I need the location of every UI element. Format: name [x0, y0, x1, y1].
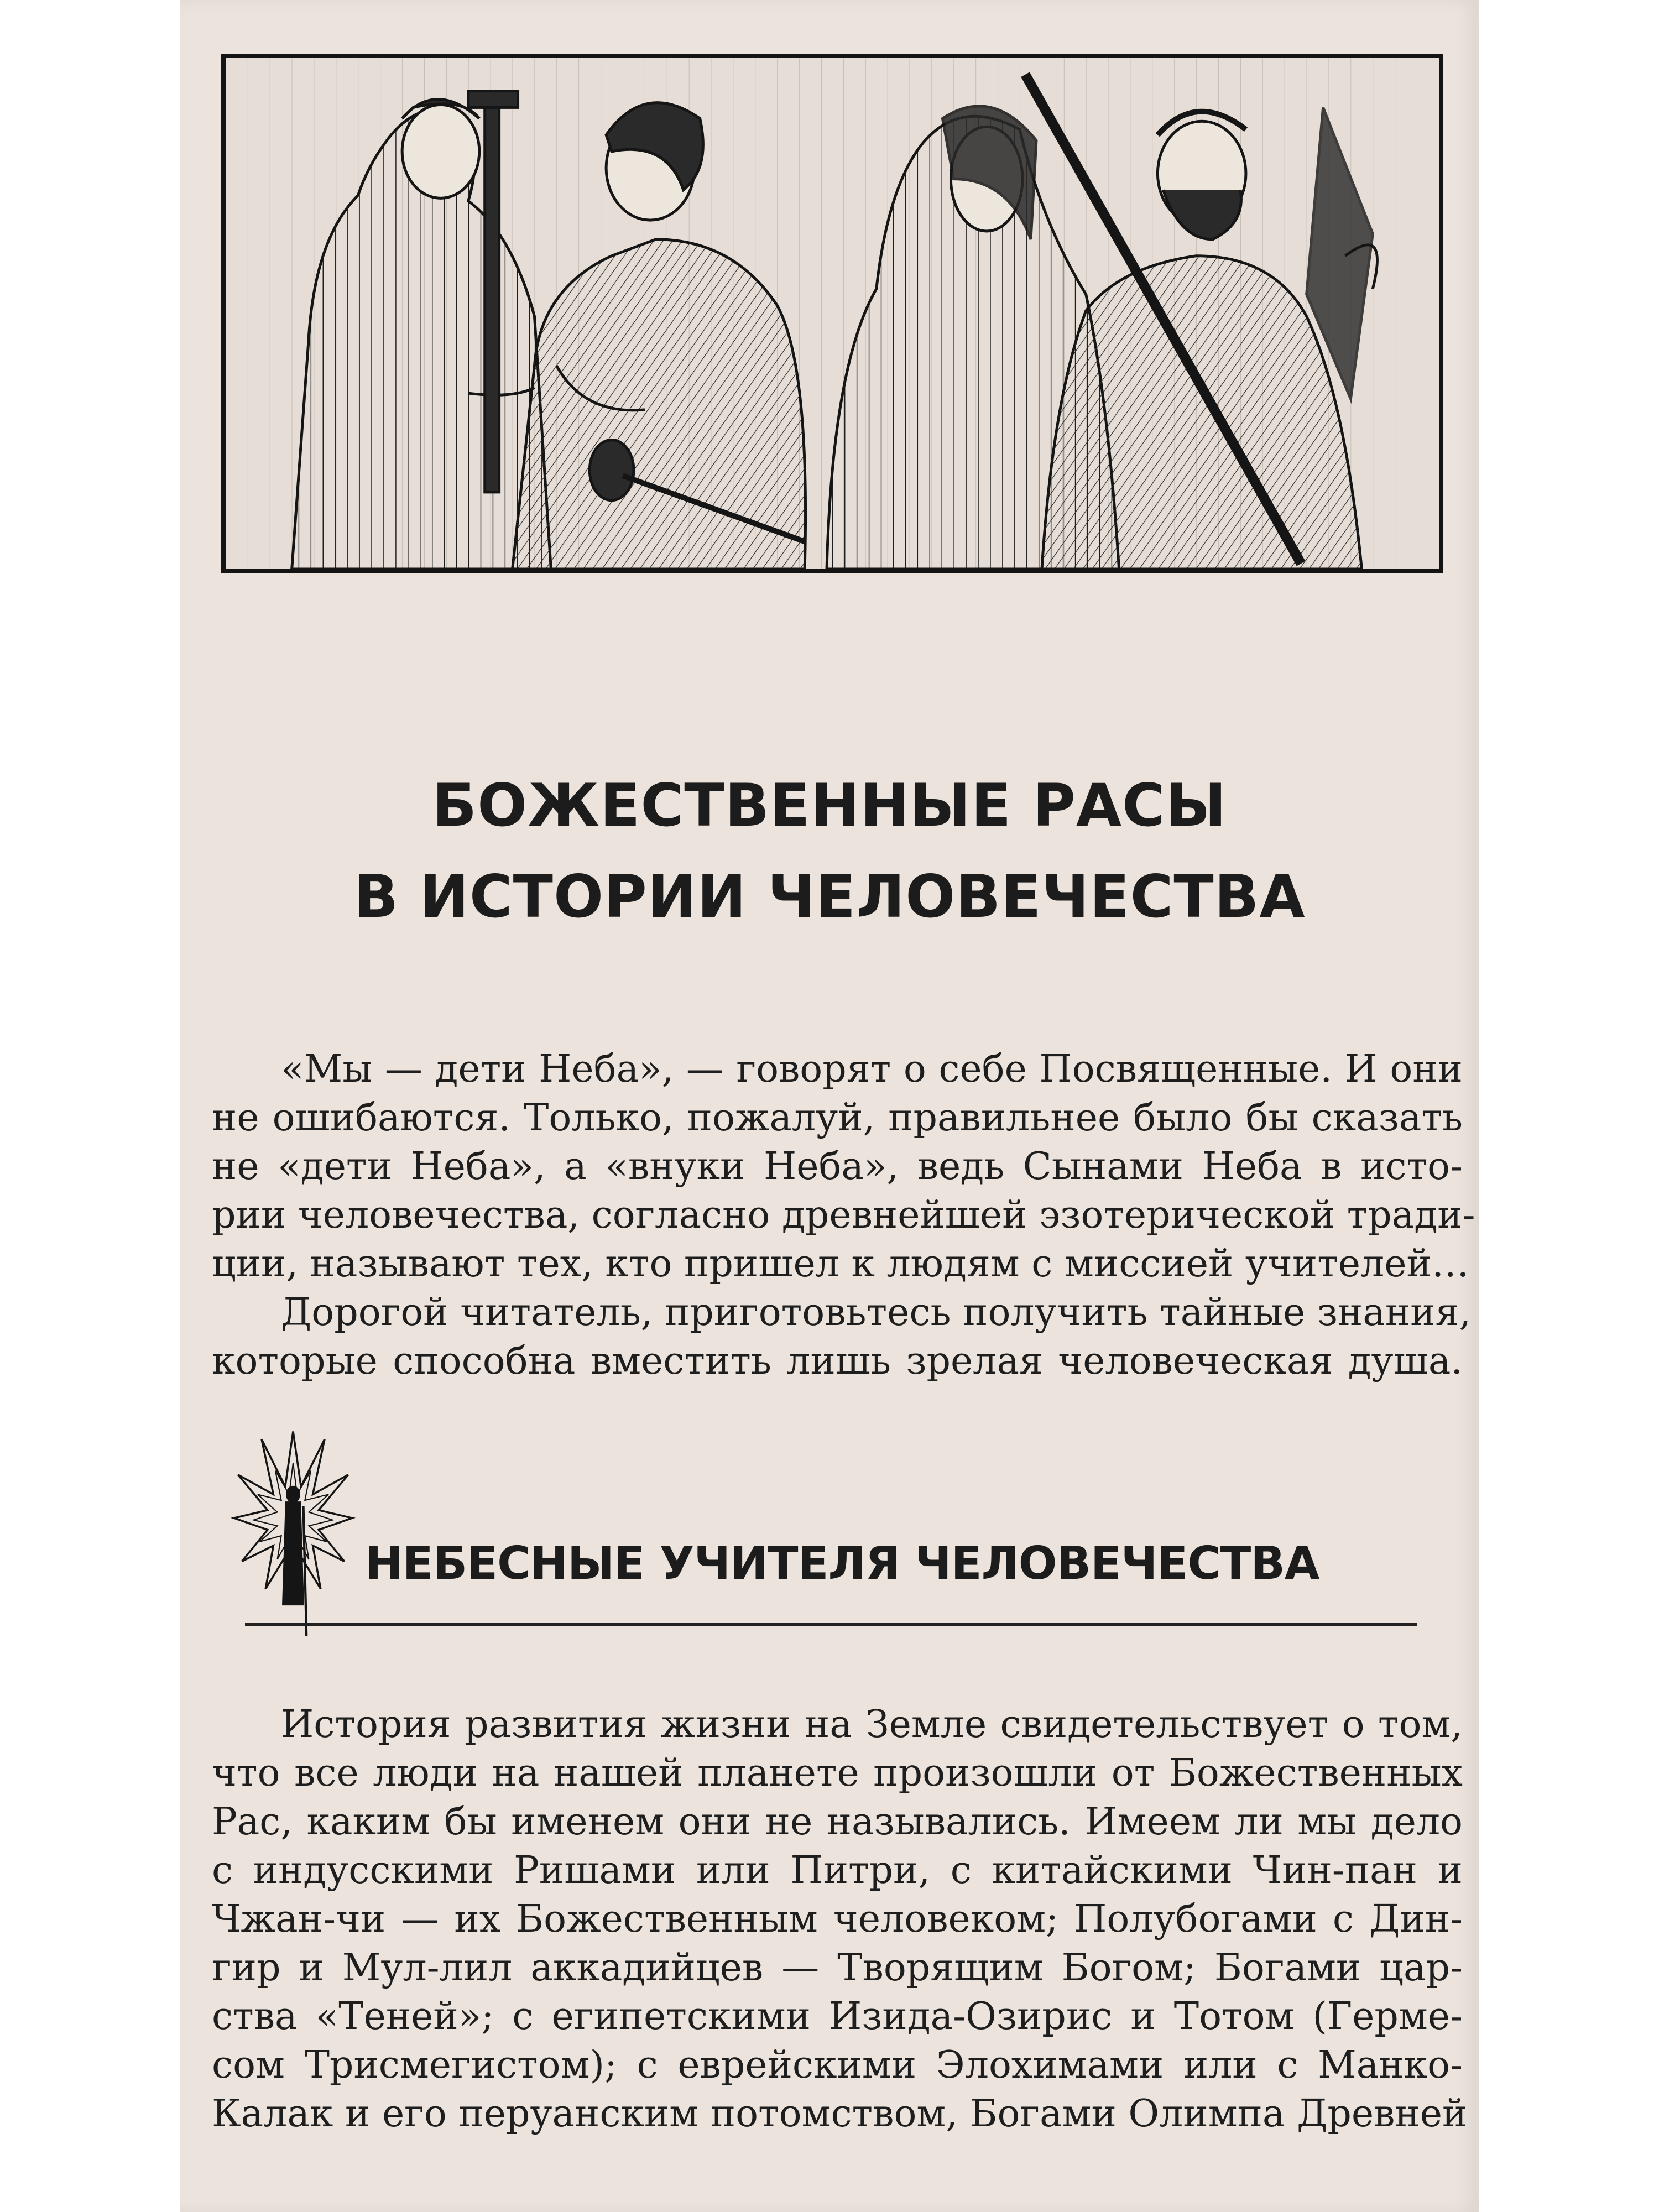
intro-line: которые способна вместить лишь зрелая человеческая душа. — [212, 1339, 1463, 1383]
body-line: гир и Мул-лил аккадийцев — Творящим Богом; Богами цар- — [212, 1946, 1463, 1990]
body-line: что все люди на нашей планете произошли от Божественных — [212, 1751, 1463, 1795]
intro-paragraph — [212, 1045, 1475, 1386]
intro-line: ции, называют тех, кто пришел к людям с миссией учителей… — [212, 1242, 1469, 1286]
intro-line: рии человечества, согласно древнейшей эзотерической тради- — [212, 1193, 1475, 1237]
body-paragraph — [212, 1700, 1468, 2138]
greek-figures-engraving — [226, 58, 1439, 569]
chapter-title-line-1: БОЖЕСТВЕННЫЕ РАСЫ — [432, 771, 1227, 839]
body-line: сом Трисмегистом); с еврейскими Элохимами или с Манко- — [212, 2043, 1463, 2087]
body-line: ства «Теней»; с египетскими Изида-Озирис и Тотом (Герме- — [212, 1995, 1463, 2038]
intro-line: не «дети Неба», а «внуки Неба», ведь Сынами Неба в исто- — [212, 1145, 1463, 1188]
section-divider — [245, 1623, 1417, 1626]
chapter-illustration — [221, 54, 1443, 573]
intro-line: Дорогой читатель, приготовьтесь получить тайные знания, — [281, 1291, 1472, 1334]
intro-line: «Мы — дети Неба», — говорят о себе Посвященные. И они — [281, 1047, 1463, 1091]
body-line: Калак и его перуанским потомством, Богами Олимпа Древней — [212, 2092, 1468, 2136]
body-line: Рас, каким бы именем они не назывались. Имеем ли мы дело — [212, 1800, 1463, 1844]
section-heading: НЕБЕСНЫЕ УЧИТЕЛЯ ЧЕЛОВЕЧЕСТВА — [365, 1537, 1319, 1590]
intro-line: не ошибаются. Только, пожалуй, правильнее было бы сказать — [212, 1096, 1463, 1140]
chapter-title-line-2: В ИСТОРИИ ЧЕЛОВЕЧЕСТВА — [353, 863, 1306, 931]
body-line: Чжан-чи — их Божественным человеком; Полубогами с Дин- — [212, 1897, 1463, 1941]
book-page — [180, 0, 1479, 2212]
body-line: История развития жизни на Земле свидетельствует о том, — [281, 1703, 1463, 1746]
body-line: с индусскими Ришами или Питри, с китайскими Чин-пан и — [212, 1849, 1463, 1892]
radiant-sun-with-standing-figure-icon — [210, 1416, 376, 1648]
